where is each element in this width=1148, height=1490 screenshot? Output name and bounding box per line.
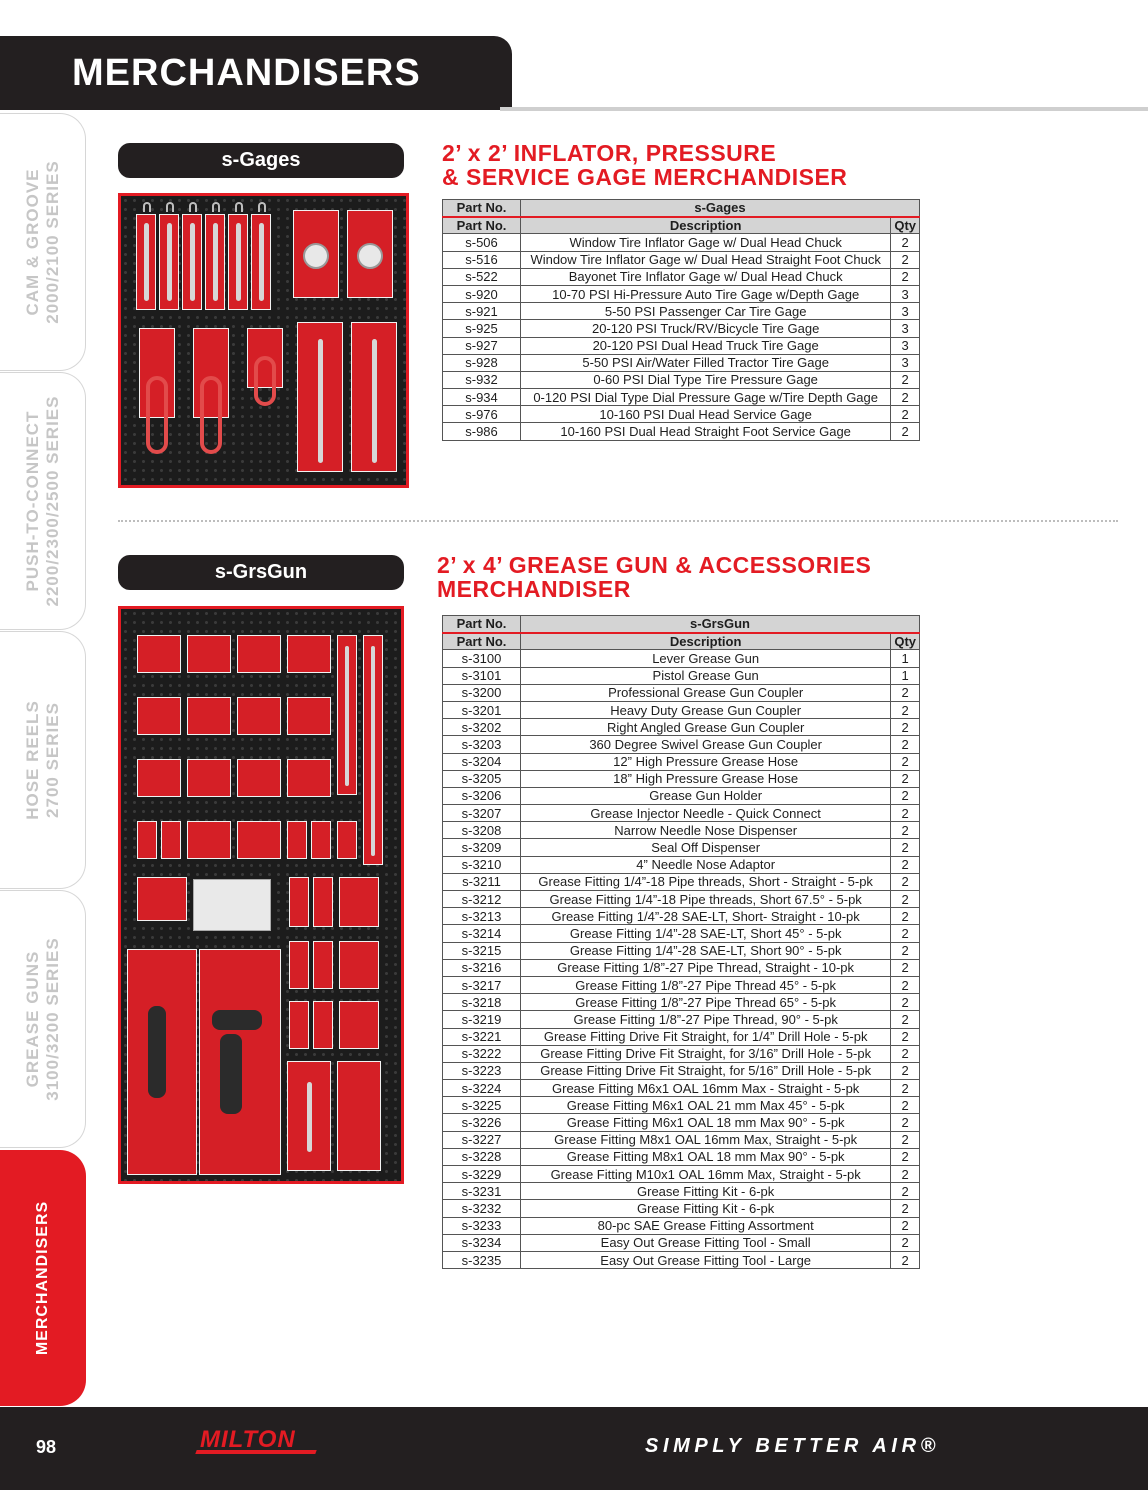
table-row	[443, 1097, 920, 1114]
side-tab-label: HOSE REELS 2700 SERIES	[22, 700, 62, 820]
qty-cell: 2	[891, 942, 920, 959]
part-number-cell: s-932	[443, 371, 521, 388]
fitting-pack	[237, 635, 281, 673]
description-cell: Grease Injector Needle - Quick Connect	[521, 805, 891, 822]
description-cell: Grease Fitting 1/4”-18 Pipe threads, Short - Straight - 5-pk	[521, 873, 891, 890]
qty-cell: 2	[891, 1148, 920, 1165]
part-number-cell: s-3224	[443, 1080, 521, 1097]
part-number-cell: s-3216	[443, 959, 521, 976]
table-row	[443, 719, 920, 736]
description-cell: Seal Off Dispenser	[521, 839, 891, 856]
description-cell: 10-160 PSI Dual Head Straight Foot Service Gage	[521, 423, 891, 440]
fitting-pack	[137, 697, 181, 735]
table-row	[443, 268, 920, 285]
qty-cell: 2	[891, 251, 920, 268]
description-cell: Pistol Grease Gun	[521, 667, 891, 684]
fitting-pack	[337, 821, 357, 859]
qty-cell: 2	[891, 908, 920, 925]
fitting-pack	[287, 635, 331, 673]
part-number-cell: s-3203	[443, 736, 521, 753]
fitting-pack	[187, 697, 231, 735]
part-number-cell: s-3235	[443, 1251, 521, 1268]
part-number-cell: s-934	[443, 389, 521, 406]
part-number-cell: s-3225	[443, 1097, 521, 1114]
description-cell: Grease Fitting M6x1 OAL 16mm Max - Straight - 5-pk	[521, 1080, 891, 1097]
fitting-pack	[137, 877, 187, 921]
part-number-cell: s-986	[443, 423, 521, 440]
part-number-cell: s-3233	[443, 1217, 521, 1234]
description-cell: Grease Fitting 1/4”-28 SAE-LT, Short 90° - 5-pk	[521, 942, 891, 959]
table-row	[443, 1217, 920, 1234]
part-number-cell: s-921	[443, 303, 521, 320]
qty-cell: 2	[891, 856, 920, 873]
gages-table-body	[443, 234, 920, 440]
description-cell: 0-120 PSI Dial Type Dial Pressure Gage w/Tire Depth Gage	[521, 389, 891, 406]
fitting-pack	[187, 635, 231, 673]
table-row	[443, 389, 920, 406]
part-number-cell: s-925	[443, 320, 521, 337]
qty-cell: 2	[891, 805, 920, 822]
service-gage-pack	[351, 322, 397, 472]
tire-gage-pack	[205, 214, 225, 310]
part-number-cell: s-3218	[443, 994, 521, 1011]
table-row	[443, 839, 920, 856]
fitting-pack	[287, 697, 331, 735]
qty-cell: 2	[891, 1251, 920, 1268]
table-row	[443, 1148, 920, 1165]
qty-cell: 2	[891, 1011, 920, 1028]
part-number-cell: s-927	[443, 337, 521, 354]
part-number-cell: s-3217	[443, 976, 521, 993]
description-cell: Grease Fitting M8x1 OAL 18 mm Max 90° - 5-pk	[521, 1148, 891, 1165]
gage-merchandiser-image	[118, 193, 409, 488]
tagline: SIMPLY BETTER AIR®	[645, 1435, 940, 1457]
table-row	[443, 1028, 920, 1045]
description-cell: Professional Grease Gun Coupler	[521, 684, 891, 701]
description-cell: 10-160 PSI Dual Head Service Gage	[521, 406, 891, 423]
table-row	[443, 337, 920, 354]
table-row	[443, 251, 920, 268]
table-row	[443, 959, 920, 976]
part-number-cell: s-3210	[443, 856, 521, 873]
fitting-pack	[137, 635, 181, 673]
peg-hook	[212, 202, 220, 212]
table-row	[443, 1062, 920, 1079]
peg-hook	[258, 202, 266, 212]
table-row	[443, 822, 920, 839]
fitting-pack	[137, 821, 157, 859]
qty-cell: 2	[891, 1028, 920, 1045]
description-cell: Bayonet Tire Inflator Gage w/ Dual Head Chuck	[521, 268, 891, 285]
description-cell: Heavy Duty Grease Gun Coupler	[521, 701, 891, 718]
qty-cell: 2	[891, 873, 920, 890]
part-number-cell: s-3211	[443, 873, 521, 890]
table-row	[443, 1011, 920, 1028]
lever-grease-gun-pack	[127, 949, 197, 1175]
side-tab-merchandisers[interactable]	[0, 1150, 86, 1406]
qty-cell: 2	[891, 925, 920, 942]
part-number-cell: s-3232	[443, 1200, 521, 1217]
qty-cell: 3	[891, 303, 920, 320]
part-number-cell: s-3201	[443, 701, 521, 718]
description-cell: Grease Fitting Kit - 6-pk	[521, 1183, 891, 1200]
section-label-s-gages: s-Gages	[118, 143, 404, 178]
description-cell: Grease Fitting Kit - 6-pk	[521, 1200, 891, 1217]
qty-cell: 2	[891, 1062, 920, 1079]
peg-hook	[189, 202, 197, 212]
description-cell: Lever Grease Gun	[521, 650, 891, 667]
qty-cell: 2	[891, 1234, 920, 1251]
description-cell: Grease Fitting Drive Fit Straight, for 1/4” Drill Hole - 5-pk	[521, 1028, 891, 1045]
table-row	[443, 1251, 920, 1268]
side-tab-cam-groove[interactable]	[0, 113, 86, 371]
peg-hook	[166, 202, 174, 212]
description-cell: Grease Fitting 1/8”-27 Pipe Thread 65° - 5-pk	[521, 994, 891, 1011]
part-number-cell: s-3214	[443, 925, 521, 942]
section-label-s-grsgun: s-GrsGun	[118, 555, 404, 590]
table-header-row: Part No. Description Qty	[443, 633, 920, 650]
qty-cell: 2	[891, 1131, 920, 1148]
description-cell: Grease Fitting M6x1 OAL 18 mm Max 90° - 5-pk	[521, 1114, 891, 1131]
table-row	[443, 354, 920, 371]
qty-cell: 2	[891, 1045, 920, 1062]
grease-hose-pack	[363, 635, 383, 865]
side-tab-label: PUSH-TO-CONNECT 2200/2300/2500 SERIES	[22, 395, 62, 607]
table-row	[443, 942, 920, 959]
page-number: 98	[36, 1437, 57, 1457]
description-cell: Narrow Needle Nose Dispenser	[521, 822, 891, 839]
tire-gage-pack	[228, 214, 248, 310]
part-number-cell: s-3228	[443, 1148, 521, 1165]
part-number-cell: s-3221	[443, 1028, 521, 1045]
description-cell: Easy Out Grease Fitting Tool - Small	[521, 1234, 891, 1251]
coupler-pack	[289, 877, 309, 927]
table-row	[443, 371, 920, 388]
table-row	[443, 736, 920, 753]
part-number-cell: s-3229	[443, 1166, 521, 1183]
description-cell: 10-70 PSI Hi-Pressure Auto Tire Gage w/Depth Gage	[521, 285, 891, 302]
table-row	[443, 285, 920, 302]
coupler-pack	[289, 941, 309, 989]
side-tab-label: MERCHANDISERS	[33, 1200, 51, 1356]
table-row	[443, 891, 920, 908]
part-number-cell: s-920	[443, 285, 521, 302]
part-number-cell: s-3101	[443, 667, 521, 684]
qty-cell: 2	[891, 1217, 920, 1234]
part-number-cell: s-522	[443, 268, 521, 285]
qty-cell: 2	[891, 234, 920, 251]
qty-cell: 2	[891, 976, 920, 993]
side-tab-label: CAM & GROOVE 2000/2100 SERIES	[22, 160, 62, 324]
coupler-pack	[289, 1001, 309, 1049]
description-cell: Window Tire Inflator Gage w/ Dual Head Chuck	[521, 234, 891, 251]
qty-cell: 3	[891, 320, 920, 337]
table-row	[443, 873, 920, 890]
table-row	[443, 1183, 920, 1200]
description-cell: Grease Fitting 1/4”-18 Pipe threads, Short 67.5° - 5-pk	[521, 891, 891, 908]
qty-cell: 2	[891, 959, 920, 976]
fitting-pack	[187, 759, 231, 797]
qty-cell: 2	[891, 1114, 920, 1131]
service-gage-pack	[297, 322, 343, 472]
description-cell: Grease Fitting M8x1 OAL 16mm Max, Straight - 5-pk	[521, 1131, 891, 1148]
description-cell: 80-pc SAE Grease Fitting Assortment	[521, 1217, 891, 1234]
part-number-cell: s-3208	[443, 822, 521, 839]
description-cell: 12” High Pressure Grease Hose	[521, 753, 891, 770]
coupler-pack	[313, 941, 333, 989]
description-cell: 360 Degree Swivel Grease Gun Coupler	[521, 736, 891, 753]
qty-cell: 2	[891, 891, 920, 908]
table-row	[443, 770, 920, 787]
pistol-grease-gun-pack	[199, 949, 281, 1175]
table-row	[443, 1114, 920, 1131]
coupler-pack	[339, 877, 379, 927]
qty-cell: 2	[891, 753, 920, 770]
part-number-cell: s-3219	[443, 1011, 521, 1028]
table-row	[443, 1166, 920, 1183]
part-number-cell: s-3226	[443, 1114, 521, 1131]
part-number-cell: s-3222	[443, 1045, 521, 1062]
fitting-pack	[287, 821, 307, 859]
table-title-row: Part No. s-Gages	[443, 200, 920, 217]
table-row	[443, 1200, 920, 1217]
grease-gun-table-body	[443, 650, 920, 1269]
tire-gage-pack	[159, 214, 179, 310]
description-cell: Grease Fitting Drive Fit Straight, for 5/16” Drill Hole - 5-pk	[521, 1062, 891, 1079]
gages-parts-table	[442, 199, 920, 441]
part-number-cell: s-976	[443, 406, 521, 423]
peg-hook	[143, 202, 151, 212]
part-number-cell: s-3202	[443, 719, 521, 736]
description-cell: 5-50 PSI Passenger Car Tire Gage	[521, 303, 891, 320]
qty-cell: 2	[891, 1200, 920, 1217]
fitting-pack	[137, 759, 181, 797]
header-rule	[500, 107, 1148, 111]
part-number-cell: s-516	[443, 251, 521, 268]
description-cell: 5-50 PSI Air/Water Filled Tractor Tire Gage	[521, 354, 891, 371]
description-cell: Grease Fitting 1/4”-28 SAE-LT, Short- Straight - 10-pk	[521, 908, 891, 925]
table-row	[443, 423, 920, 440]
footer-bar	[0, 1407, 1148, 1490]
table-row	[443, 320, 920, 337]
qty-cell: 1	[891, 650, 920, 667]
qty-cell: 1	[891, 667, 920, 684]
holder-pack	[337, 1061, 381, 1171]
description-cell: 20-120 PSI Truck/RV/Bicycle Tire Gage	[521, 320, 891, 337]
part-number-cell: s-3209	[443, 839, 521, 856]
tool-pack	[339, 941, 379, 989]
table-row	[443, 1080, 920, 1097]
tool-pack	[339, 1001, 379, 1049]
qty-cell: 2	[891, 736, 920, 753]
table-row	[443, 787, 920, 804]
qty-cell: 2	[891, 389, 920, 406]
inflator-hose	[254, 356, 276, 406]
qty-cell: 2	[891, 684, 920, 701]
fitting-pack	[287, 759, 331, 797]
description-cell: 18” High Pressure Grease Hose	[521, 770, 891, 787]
description-cell: Grease Fitting 1/8”-27 Pipe Thread, 90° - 5-pk	[521, 1011, 891, 1028]
description-cell: Grease Fitting 1/8”-27 Pipe Thread, Straight - 10-pk	[521, 959, 891, 976]
table-row	[443, 908, 920, 925]
part-number-cell: s-3227	[443, 1131, 521, 1148]
table-row	[443, 684, 920, 701]
part-number-cell: s-928	[443, 354, 521, 371]
part-number-cell: s-3100	[443, 650, 521, 667]
part-number-cell: s-3231	[443, 1183, 521, 1200]
fitting-pack	[237, 821, 281, 859]
section-divider	[118, 520, 1118, 522]
fitting-kit	[193, 879, 271, 931]
qty-cell: 3	[891, 337, 920, 354]
fitting-pack	[237, 697, 281, 735]
qty-cell: 2	[891, 268, 920, 285]
qty-cell: 2	[891, 1166, 920, 1183]
part-number-cell: s-3205	[443, 770, 521, 787]
side-tab-push-to-connect[interactable]	[0, 372, 86, 630]
part-number-cell: s-3212	[443, 891, 521, 908]
table-row	[443, 234, 920, 251]
table-row	[443, 1045, 920, 1062]
table-row	[443, 925, 920, 942]
qty-cell: 2	[891, 839, 920, 856]
grease-hose-pack	[337, 635, 357, 795]
table-row	[443, 753, 920, 770]
grease-gun-merchandiser-image	[118, 606, 404, 1184]
qty-cell: 2	[891, 822, 920, 839]
fitting-pack	[237, 759, 281, 797]
table-row	[443, 1131, 920, 1148]
part-number-cell: s-3213	[443, 908, 521, 925]
table-row	[443, 406, 920, 423]
description-cell: Easy Out Grease Fitting Tool - Large	[521, 1251, 891, 1268]
part-number-cell: s-3215	[443, 942, 521, 959]
description-cell: Window Tire Inflator Gage w/ Dual Head Straight Foot Chuck	[521, 251, 891, 268]
description-cell: Grease Fitting 1/8”-27 Pipe Thread 45° - 5-pk	[521, 976, 891, 993]
table-row	[443, 303, 920, 320]
fitting-pack	[187, 821, 231, 859]
fitting-pack	[311, 821, 331, 859]
tire-gage-pack	[182, 214, 202, 310]
description-cell: Grease Fitting Drive Fit Straight, for 3/16” Drill Hole - 5-pk	[521, 1045, 891, 1062]
qty-cell: 2	[891, 423, 920, 440]
coupler-pack	[313, 877, 333, 927]
description-cell: 4” Needle Nose Adaptor	[521, 856, 891, 873]
table-row	[443, 650, 920, 667]
part-number-cell: s-3206	[443, 787, 521, 804]
table-title-row: Part No. s-GrsGun	[443, 616, 920, 633]
tire-gage-pack	[136, 214, 156, 310]
qty-cell: 2	[891, 787, 920, 804]
table-header-row: Part No. Description Qty	[443, 217, 920, 234]
table-row	[443, 701, 920, 718]
qty-cell: 2	[891, 1097, 920, 1114]
side-tab-grease-guns[interactable]	[0, 890, 86, 1148]
coupler-pack	[313, 1001, 333, 1049]
qty-cell: 2	[891, 770, 920, 787]
qty-cell: 2	[891, 406, 920, 423]
table-row	[443, 976, 920, 993]
qty-cell: 2	[891, 701, 920, 718]
qty-cell: 2	[891, 1080, 920, 1097]
description-cell: Grease Fitting M10x1 OAL 16mm Max, Straight - 5-pk	[521, 1166, 891, 1183]
table-row	[443, 994, 920, 1011]
tire-gage-pack	[251, 214, 271, 310]
section-title-gages: 2’ x 2’ INFLATOR, PRESSURE & SERVICE GAGE MERCHANDISER	[442, 140, 848, 190]
peg-hook	[235, 202, 243, 212]
inflator-hose	[200, 376, 222, 454]
needle-pack	[287, 1061, 331, 1171]
part-number-cell: s-3223	[443, 1062, 521, 1079]
side-tab-label: GREASE GUNS 3100/3200 SERIES	[22, 937, 62, 1101]
table-row	[443, 1234, 920, 1251]
table-row	[443, 667, 920, 684]
page-title: MERCHANDISERS	[72, 52, 421, 94]
dial-gage-pack	[293, 210, 339, 298]
qty-cell: 3	[891, 354, 920, 371]
table-row	[443, 856, 920, 873]
description-cell: Grease Gun Holder	[521, 787, 891, 804]
qty-cell: 2	[891, 371, 920, 388]
description-cell: 20-120 PSI Dual Head Truck Tire Gage	[521, 337, 891, 354]
description-cell: Grease Fitting M6x1 OAL 21 mm Max 45° - 5-pk	[521, 1097, 891, 1114]
description-cell: 0-60 PSI Dial Type Tire Pressure Gage	[521, 371, 891, 388]
qty-cell: 3	[891, 285, 920, 302]
qty-cell: 2	[891, 994, 920, 1011]
part-number-cell: s-3200	[443, 684, 521, 701]
inflator-hose	[146, 376, 168, 454]
section-title-grease-gun: 2’ x 4’ GREASE GUN & ACCESSORIES MERCHANDISER	[437, 552, 872, 602]
part-number-cell: s-506	[443, 234, 521, 251]
dial-gage-pack	[347, 210, 393, 298]
grease-gun-parts-table	[442, 615, 920, 1269]
part-number-cell: s-3234	[443, 1234, 521, 1251]
milton-logo: MILTON	[200, 1426, 296, 1453]
qty-cell: 2	[891, 1183, 920, 1200]
qty-cell: 2	[891, 719, 920, 736]
description-cell: Right Angled Grease Gun Coupler	[521, 719, 891, 736]
fitting-pack	[161, 821, 181, 859]
table-row	[443, 805, 920, 822]
description-cell: Grease Fitting 1/4”-28 SAE-LT, Short 45° - 5-pk	[521, 925, 891, 942]
part-number-cell: s-3204	[443, 753, 521, 770]
side-tab-hose-reels[interactable]	[0, 631, 86, 889]
part-number-cell: s-3207	[443, 805, 521, 822]
